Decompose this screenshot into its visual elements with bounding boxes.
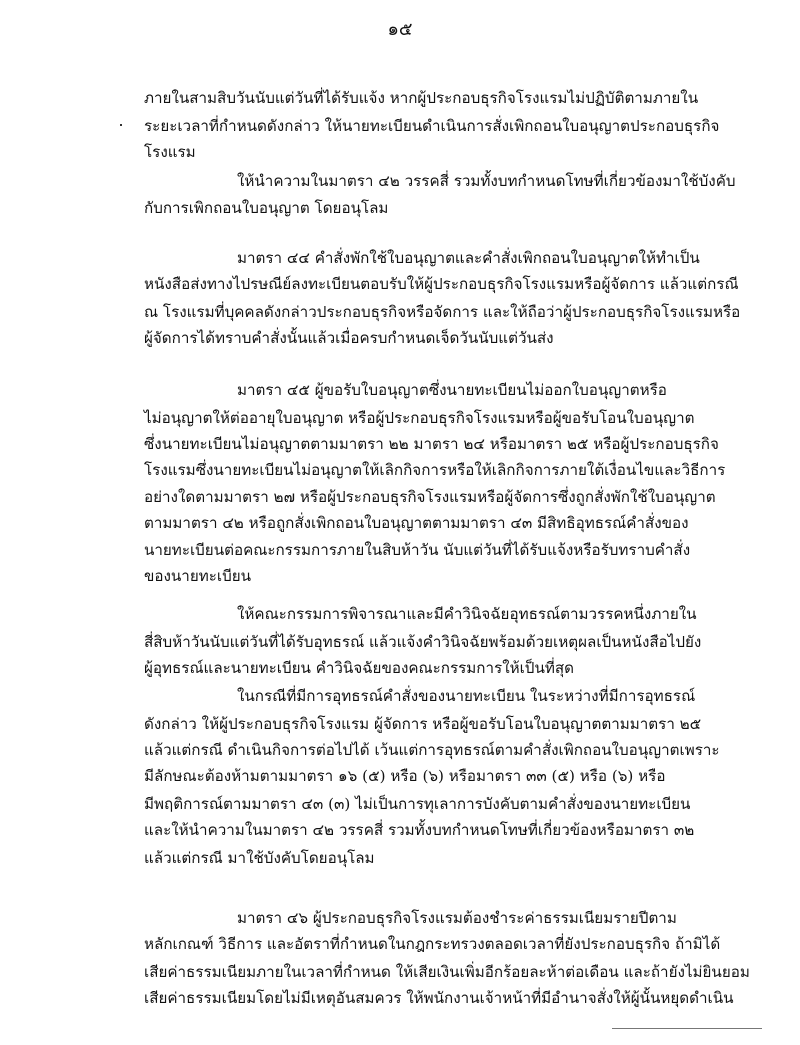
text-line: ดังกล่าว ให้ผู้ประกอบธุรกิจโรงแรม ผู้จัดการ หรือผู้ขอรับโอนใบอนุญาตตามมาตรา ๒๕: [144, 715, 702, 733]
text-line: ผู้อุทธรณ์และนายทะเบียน คำวินิจฉัยของคณะกรรมการให้เป็นที่สุด: [144, 659, 574, 677]
text-line: และให้นำความในมาตรา ๔๒ วรรคสี่ รวมทั้งบทกำหนดโทษที่เกี่ยวข้องหรือมาตรา ๓๒: [144, 821, 695, 839]
text-line: ของนายทะเบียน: [144, 567, 252, 585]
text-line: เสียค่าธรรมเนียมภายในเวลาที่กำหนด ให้เสียเงินเพิ่มอีกร้อยละห้าต่อเดือน และถ้ายังไม่ยินยอม: [144, 963, 750, 981]
text-line: โรงแรม: [144, 143, 196, 161]
text-line: ให้คณะกรรมการพิจารณาและมีคำวินิจฉัยอุทธรณ์ตามวรรคหนึ่งภายใน: [237, 605, 697, 623]
text-line: สี่สิบห้าวันนับแต่วันที่ได้รับอุทธรณ์ แล้วแจ้งคำวินิจฉัยพร้อมด้วยเหตุผลเป็นหนังสือไปยัง: [144, 633, 702, 651]
text-line: ภายในสามสิบวันนับแต่วันที่ได้รับแจ้ง หากผู้ประกอบธุรกิจโรงแรมไม่ปฏิบัติตามภายใน: [144, 89, 699, 107]
text-line: มาตรา ๔๔ คำสั่งพักใช้ใบอนุญาตและคำสั่งเพิกถอนใบอนุญาตให้ทำเป็น: [237, 249, 700, 267]
text-line: โรงแรมซึ่งนายทะเบียนไม่อนุญาตให้เลิกกิจการหรือให้เลิกกิจการภายใต้เงื่อนไขและวิธีการ: [144, 461, 726, 479]
text-line: ซึ่งนายทะเบียนไม่อนุญาตตามมาตรา ๒๒ มาตรา ๒๔ หรือมาตรา ๒๕ หรือผู้ประกอบธุรกิจ: [144, 435, 719, 453]
text-line: ณ โรงแรมที่บุคคลดังกล่าวประกอบธุรกิจหรือจัดการ และให้ถือว่าผู้ประกอบธุรกิจโรงแรมหรือ: [144, 303, 741, 321]
text-line: นายทะเบียนต่อคณะกรรมการภายในสิบห้าวัน นับแต่วันที่ได้รับแจ้งหรือรับทราบคำสั่ง: [144, 541, 691, 559]
text-line: ไม่อนุญาตให้ต่ออายุใบอนุญาต หรือผู้ประกอบธุรกิจโรงแรมหรือผู้ขอรับโอนใบอนุญาต: [144, 409, 695, 427]
text-line: ในกรณีที่มีการอุทธรณ์คำสั่งของนายทะเบียน ในระหว่างที่มีการอุทธรณ์: [237, 687, 696, 705]
stray-dot: [120, 124, 122, 126]
text-line: หนังสือส่งทางไปรษณีย์ลงทะเบียนตอบรับให้ผู้ประกอบธุรกิจโรงแรมหรือผู้จัดการ แล้วแต่กรณี: [144, 275, 739, 293]
text-line: แล้วแต่กรณี ดำเนินกิจการต่อไปได้ เว้นแต่การอุทธรณ์ตามคำสั่งเพิกถอนใบอนุญาตเพราะ: [144, 741, 720, 759]
text-line: มาตรา ๔๕ ผู้ขอรับใบอนุญาตซึ่งนายทะเบียนไม่ออกใบอนุญาตหรือ: [237, 381, 667, 399]
text-line: มาตรา ๔๖ ผู้ประกอบธุรกิจโรงแรมต้องชำระค่าธรรมเนียมรายปีตาม: [237, 909, 677, 927]
text-line: เสียค่าธรรมเนียมโดยไม่มีเหตุอันสมควร ให้พนักงานเจ้าหน้าที่มีอำนาจสั่งให้ผู้นั้นหยุดดำเนิน: [144, 989, 734, 1007]
text-line: ผู้จัดการได้ทราบคำสั่งนั้นแล้วเมื่อครบกำหนดเจ็ดวันนับแต่วันส่ง: [144, 329, 554, 347]
text-line: มีลักษณะต้องห้ามตามมาตรา ๑๖ (๕) หรือ (๖) หรือมาตรา ๓๓ (๕) หรือ (๖) หรือ: [144, 767, 666, 785]
text-line: มีพฤติการณ์ตามมาตรา ๔๓ (๓) ไม่เป็นการทุเลาการบังคับตามคำสั่งของนายทะเบียน: [144, 795, 691, 813]
text-line: หลักเกณฑ์ วิธีการ และอัตราที่กำหนดในกฎกระทรวงตลอดเวลาที่ยังประกอบธุรกิจ ถ้ามิได้: [144, 935, 721, 953]
text-line: อย่างใดตามมาตรา ๒๗ หรือผู้ประกอบธุรกิจโรงแรมหรือผู้จัดการซึ่งถูกสั่งพักใช้ใบอนุญาต: [144, 488, 716, 506]
text-line: แล้วแต่กรณี มาใช้บังคับโดยอนุโลม: [144, 849, 375, 867]
text-line: ให้นำความในมาตรา ๔๒ วรรคสี่ รวมทั้งบทกำหนดโทษที่เกี่ยวข้องมาใช้บังคับ: [237, 172, 736, 190]
page-number: ๑๕: [387, 19, 413, 40]
text-line: ระยะเวลาที่กำหนดดังกล่าว ให้นายทะเบียนดำเนินการสั่งเพิกถอนใบอนุญาตประกอบธุรกิจ: [144, 117, 720, 135]
text-line: ตามมาตรา ๔๒ หรือถูกสั่งเพิกถอนใบอนุญาตตามมาตรา ๔๓ มีสิทธิอุทธรณ์คำสั่งของ: [144, 514, 689, 532]
bottom-rule: [612, 1028, 762, 1029]
text-line: กับการเพิกถอนใบอนุญาต โดยอนุโลม: [144, 199, 389, 217]
